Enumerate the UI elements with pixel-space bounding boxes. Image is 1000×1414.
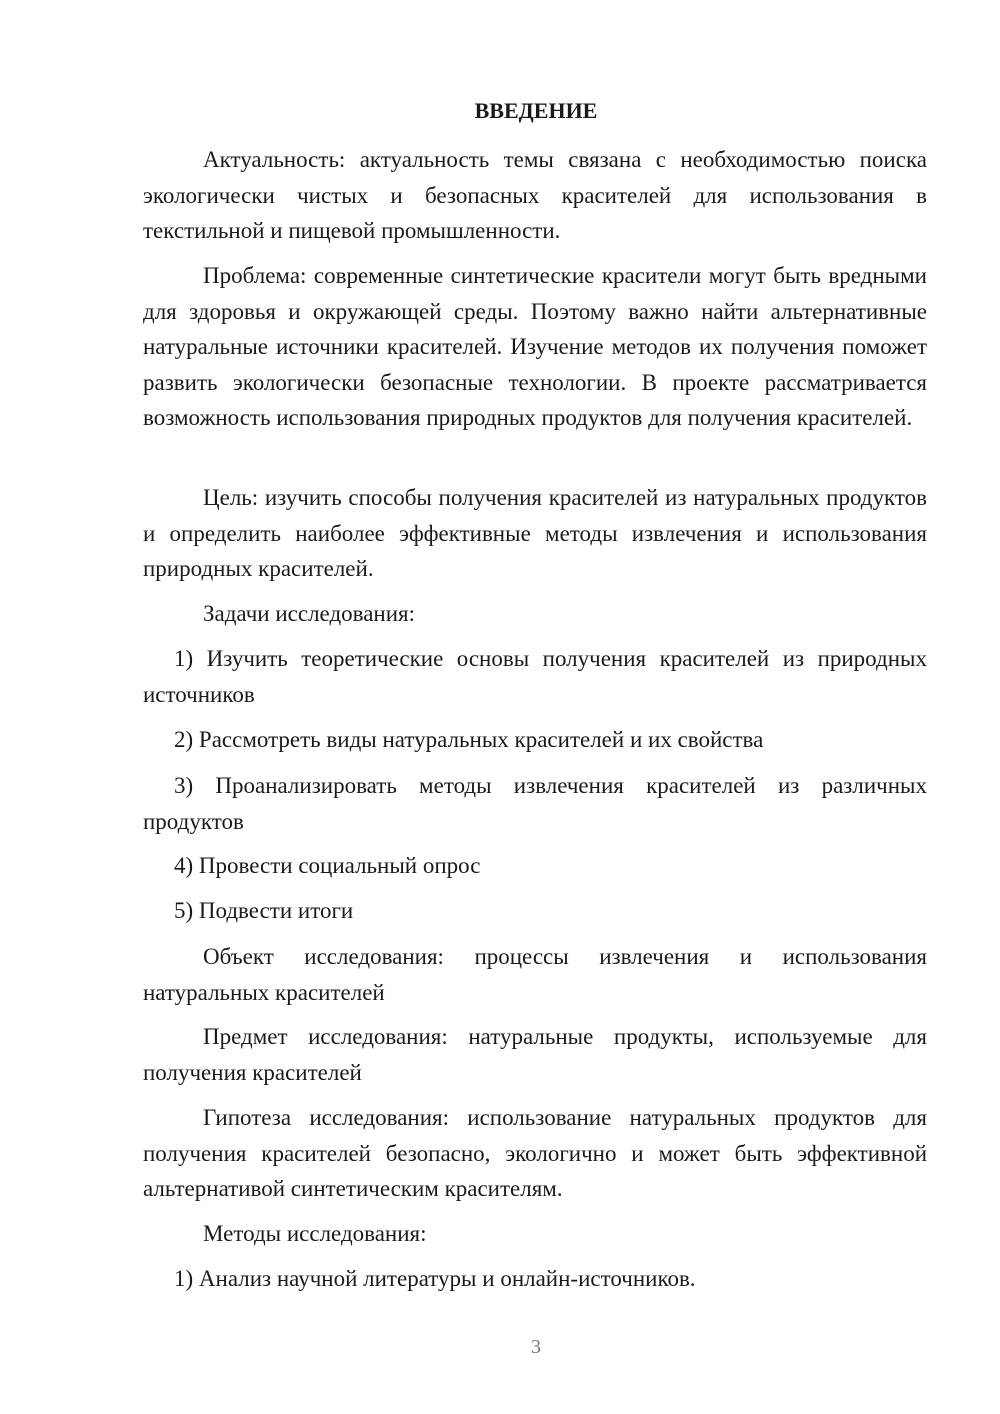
paragraph-hypothesis: Гипотеза исследования: использование натуральных продуктов для получения красителей безопасно, экологично и может быть эффективной альтернативой синтетическим красителям. [143, 1105, 927, 1201]
task-item-2: 2) Рассмотреть виды натуральных красителей и их свойства [174, 727, 764, 752]
paragraph-goal: Цель: изучить способы получения красителей из натуральных продуктов и определить наиболее эффективные методы извлечения и использования природных красителей. [143, 485, 927, 581]
paragraph-object: Объект исследования: процессы извлечения и использования натуральных красителей [143, 944, 927, 1005]
page-title: ВВЕДЕНИЕ [474, 98, 598, 123]
task-item-1: 1) Изучить теоретические основы получения красителей из природных источников [143, 646, 927, 707]
paragraph-subject: Предмет исследования: натуральные продукты, используемые для получения красителей [143, 1024, 927, 1085]
paragraph-problem: Проблема: современные синтетические красители могут быть вредными для здоровья и окружающей среды. Поэтому важно найти альтернативные натуральные источники красителей. Изучение методов их получения поможет развить экологически безопасные технологии. В проекте рассматривается возможность использования природных продуктов для получения красителей. [143, 263, 927, 430]
methods-heading: Методы исследования: [203, 1221, 427, 1246]
task-item-4: 4) Провести социальный опрос [174, 853, 481, 878]
page-number: 3 [531, 1336, 541, 1358]
task-item-3: 3) Проанализировать методы извлечения красителей из различных продуктов [143, 773, 927, 834]
paragraph-relevance: Актуальность: актуальность темы связана с необходимостью поиска экологически чистых и безопасных красителей для использования в текстильной и пищевой промышленности. [143, 147, 927, 243]
method-item-1: 1) Анализ научной литературы и онлайн-источников. [174, 1266, 696, 1291]
task-item-5: 5) Подвести итоги [174, 898, 354, 923]
tasks-heading: Задачи исследования: [203, 601, 416, 626]
